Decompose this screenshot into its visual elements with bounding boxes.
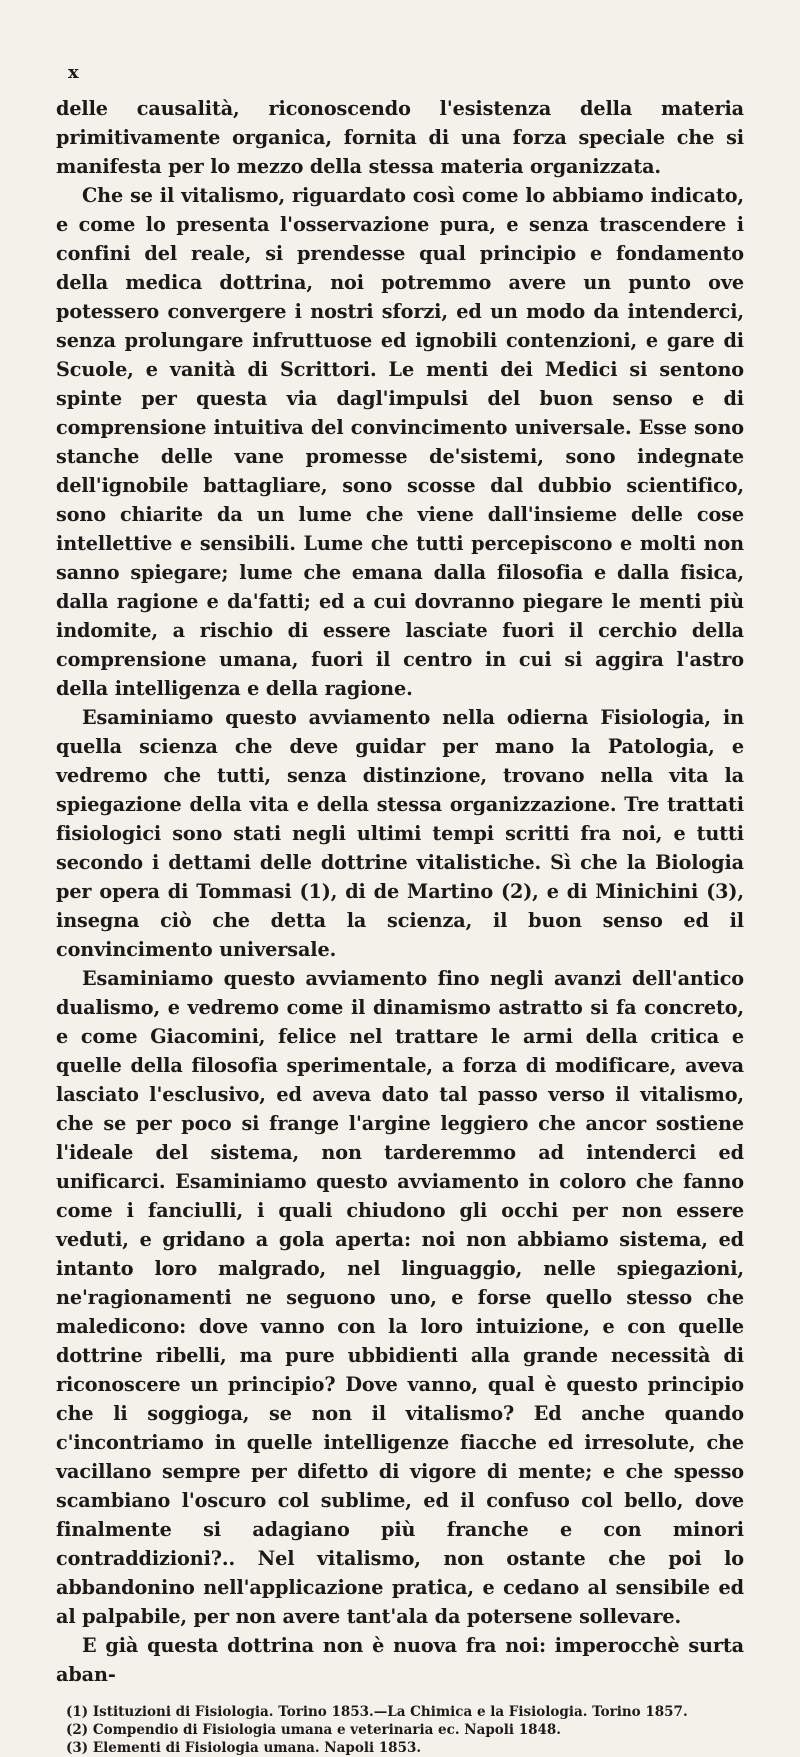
paragraph-5: E già questa dottrina non è nuova fra noi: imperocchè surta aban- [56,1634,744,1686]
footnote-3: (3) Elementi di Fisiologia umana. Napoli 1853. [66,1740,422,1756]
paragraph-1: delle causalità, riconoscendo l'esistenza della materia primitivamente organica, fornita di una forza speciale che si manifesta per lo mezzo della stessa materia organizzata. [56,97,744,178]
paragraph-3: Esaminiamo questo avviamento nella odierna Fisiologia, in quella scienza che deve guidar per mano la Patologia, e vedremo che tutti, senza distinzione, trovano nella vita la spiegazione della vita e della stessa organizzazione. Tre trattati fisiologici sono stati negli ultimi tempi scritti fra noi, e tutti secondo i dettami delle dottrine vitalistiche. Sì che la Biologia per opera di Tommasi (1), di de Martino (2), e di Minichini (3), insegna ciò che detta la scienza, il buon senso ed il convincimento universale. [56,706,744,961]
footnote-2: (2) Compendio di Fisiologia umana e veterinaria ec. Napoli 1848. [66,1722,561,1738]
page-number: x [68,62,79,83]
paragraph-2: Che se il vitalismo, riguardato così come lo abbiamo indicato, e come lo presenta l'osservazione pura, e senza trascendere i confini del reale, si prendesse qual principio e fondamento della medica dottrina, noi potremmo avere un punto ove potessero convergere i nostri sforzi, ed un modo da intenderci, senza prolungare infruttuose ed ignobili contenzioni, e gare di Scuole, e vanità di Scrittori. Le menti dei Medici si sentono spinte per questa via dagl'impulsi del buon senso e di comprensione intuitiva del convincimento universale. Esse sono stanche delle vane promesse de'sistemi, sono indegnate dell'ignobile battagliare, sono scosse dal dubbio scientifico, sono chiarite da un lume che viene dall'insieme delle cose intellettive e sensibili. Lume che tutti percepiscono e molti non sanno spiegare; lume che emana dalla filosofia e dalla fisica, dalla ragione e da'fatti; ed a cui dovranno piegare le menti più indomite, a rischio di essere lasciate fuori il cerchio della comprensione umana, fuori il centro in cui si aggira l'astro della intelligenza e della ragione. [56,184,744,700]
footnote-1: (1) Istituzioni di Fisiologia. Torino 1853.—La Chimica e la Fisiologia. Torino 1857. [66,1704,688,1720]
paragraph-4: Esaminiamo questo avviamento fino negli avanzi dell'antico dualismo, e vedremo come il dinamismo astratto si fa concreto, e come Giacomini, felice nel trattare le armi della critica e quelle della filosofia sperimentale, a forza di modificare, aveva lasciato l'esclusivo, ed aveva dato tal passo verso il vitalismo, che se per poco si frange l'argine leggiero che ancor sostiene l'ideale del sistema, non tarderemmo ad intenderci ed unificarci. Esaminiamo questo avviamento in coloro che fanno come i fanciulli, i quali chiudono gli occhi per non essere veduti, e gridano a gola aperta: noi non abbiamo sistema, ed intanto loro malgrado, nel linguaggio, nelle spiegazioni, ne'ragionamenti ne seguono uno, e forse quello stesso che maledicono: dove vanno con la loro intuizione, e con quelle dottrine ribelli, ma pure ubbidienti alla grande necessità di riconoscere un principio? Dove vanno, qual è questo principio che li soggioga, se non il vitalismo? Ed anche quando c'incontriamo in quelle intelligenze fiacche ed irresolute, che vacillano sempre per difetto di vigore di mente; e che spesso scambiano l'oscuro col sublime, ed il confuso col bello, dove finalmente si adagiano più franche e con minori contraddizioni?.. Nel vitalismo, non ostante che poi lo abbandonino nell'applicazione pratica, e cedano al sensibile ed al palpabile, per non avere tant'ala da potersene sollevare. [56,967,744,1628]
body-text [56,94,744,1689]
footnotes [56,1703,744,1757]
